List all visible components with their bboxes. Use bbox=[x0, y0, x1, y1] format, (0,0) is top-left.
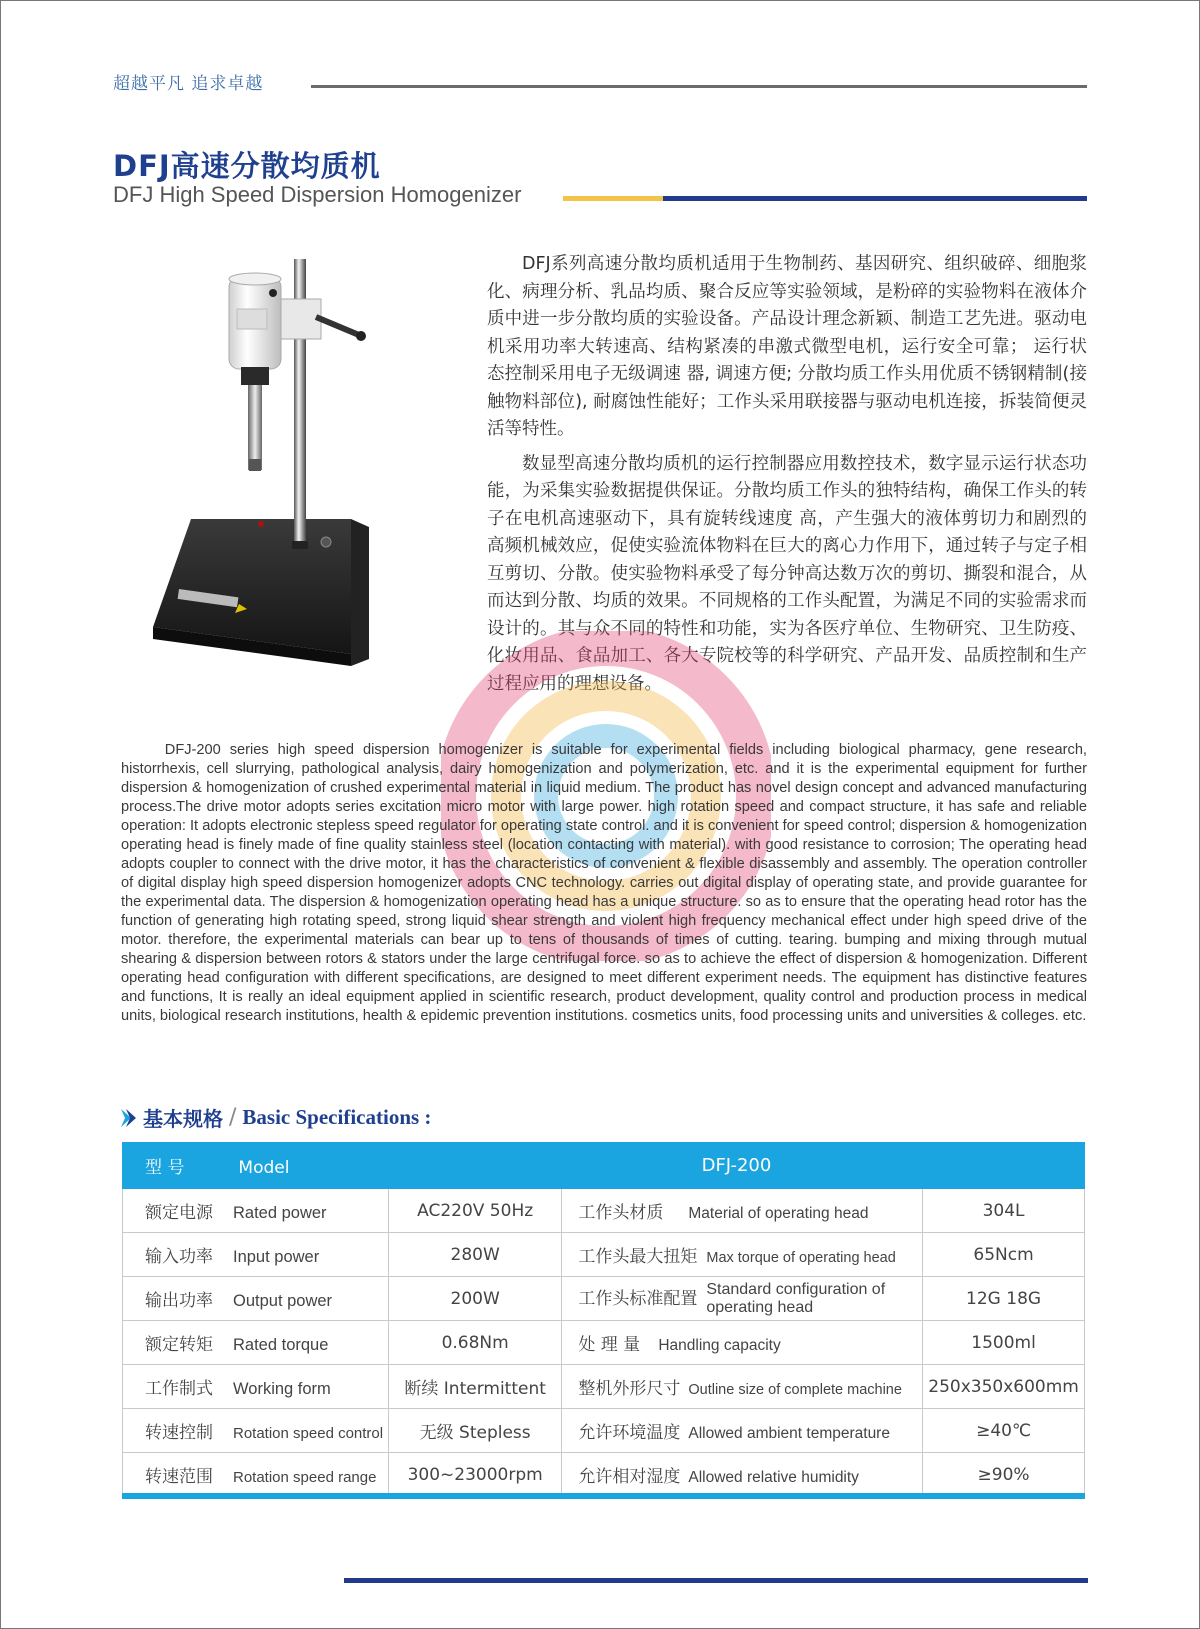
spec-label-en: Output power bbox=[233, 1292, 333, 1310]
page-title-en: DFJ High Speed Dispersion Homogenizer bbox=[113, 182, 522, 207]
heading-separator: / bbox=[229, 1105, 237, 1130]
spec-label bbox=[123, 1277, 389, 1321]
spec-label bbox=[562, 1233, 923, 1277]
spec-value: ≥40℃ bbox=[923, 1409, 1085, 1453]
spec-label bbox=[562, 1409, 923, 1453]
spec-label-cn: 额定电源 bbox=[145, 1203, 213, 1223]
spec-label bbox=[562, 1189, 923, 1233]
spec-label-cn: 转速控制 bbox=[145, 1423, 213, 1443]
spec-label bbox=[562, 1365, 923, 1409]
spec-label bbox=[123, 1453, 389, 1497]
model-label-cell bbox=[123, 1143, 389, 1189]
spec-value: ≥90% bbox=[923, 1453, 1085, 1497]
specs-heading-en: Basic Specifications : bbox=[242, 1105, 432, 1129]
model-label-en: Model bbox=[238, 1158, 290, 1178]
spec-label-en: Rotation speed control bbox=[233, 1425, 384, 1442]
spec-value: 12G 18G bbox=[923, 1277, 1085, 1321]
spec-value: 250x350x600mm bbox=[923, 1365, 1085, 1409]
spec-label-cn: 工作制式 bbox=[145, 1379, 213, 1399]
spec-label-cn: 工作头材质 bbox=[578, 1203, 664, 1223]
specs-heading-cn: 基本规格 bbox=[143, 1107, 223, 1131]
spec-label bbox=[123, 1321, 389, 1365]
specs-heading bbox=[121, 1103, 431, 1132]
spec-label-en: Outline size of complete machine bbox=[688, 1382, 902, 1398]
spec-value: 280W bbox=[388, 1233, 561, 1277]
table-row bbox=[123, 1409, 1085, 1453]
spec-label bbox=[562, 1453, 923, 1497]
specifications-table bbox=[122, 1142, 1085, 1497]
spec-label-en: Allowed ambient temperature bbox=[688, 1425, 890, 1442]
spec-label-cn: 输入功率 bbox=[145, 1247, 213, 1267]
spec-label-en: Working form bbox=[233, 1380, 331, 1398]
title-divider-yellow bbox=[563, 196, 663, 201]
slogan: 超越平凡 追求卓越 bbox=[113, 74, 264, 94]
description-en: DFJ-200 series high speed dispersion homogenizer is suitable for experimental fields including biological pharmacy, gene research, historrhexis, cell slurrying, pathological analysis, dairy homogenization and polymerization, etc. and it is the experimental equipment for further dispersion & homogenization of crushed experimental material in liquid medium. The product has novel design concept and advanced manufacturing process.The drive motor adopts series excitation micro motor with large power. high rotation speed and compact structure, it has safe and reliable operation: It adopts electronic stepless speed regulator for operating state control. and it is convenient for speed control; dispersion & homogenization operating head is finely made of fine quality stainless steel (location contacting with material). with good resistance to corrosion; The operating head adopts coupler to connect with the drive motor, it has the characteristics of convenient & flexible disassembly and assembly. The operation controller of digital display high speed dispersion homogenizer adopts CNC technology. carries out digital display of operating state, and provide guarantee for the experimental data. The dispersion & homogenization operating head has a unique structure. so as to ensure that the operating head rotor has the function of generating high rotating speed, strong liquid shear strength and violent high frequency mechanical effect under high speed drive of the motor. therefore, the experimental materials can bear up to tens of thousands of times of cutting. tearing. bumping and mixing through mutual shearing & dispersion between rotors & stators under the large centrifugal force. so as to achieve the effect of dispersion & homogenization. Different operating head configuration with different specifications, are designed to meet different experiment needs. The equipment has distinctive features and functions, It is really an ideal equipment applied in scientific research, product development, quality control and production process in medical units, biological research institutions, health & epidemic prevention institutions. cosmetics units, food processing units and universities & colleges. etc. bbox=[121, 742, 1087, 1024]
spec-label-en: Material of operating head bbox=[688, 1205, 869, 1222]
chevron-right-icon bbox=[121, 1107, 137, 1129]
table-row bbox=[123, 1277, 1085, 1321]
spec-label-en: Input power bbox=[233, 1248, 320, 1266]
spec-label-en: Rated power bbox=[233, 1204, 327, 1222]
spec-value: AC220V 50Hz bbox=[388, 1189, 561, 1233]
spec-value: 65Ncm bbox=[923, 1233, 1085, 1277]
table-row bbox=[123, 1453, 1085, 1497]
table-row bbox=[123, 1365, 1085, 1409]
spec-label-cn: 允许相对湿度 bbox=[578, 1467, 681, 1487]
table-row bbox=[123, 1233, 1085, 1277]
spec-label-cn: 工作头最大扭矩 bbox=[578, 1247, 698, 1267]
description-cn-paragraph: DFJ系列高速分散均质机适用于生物制药、基因研究、组织破碎、细胞浆化、病理分析、乳品均质、聚合反应等实验领域，是粉碎的实验物料在液体介质中进一步分散均质的实验设备。产品设计理念新颖、制造工艺先进。驱动电机采用功率大转速高、结构紧凑的串激式微型电机，运行安全可靠； 运行状态控制采用电子无级调速 器, 调速方便; 分散均质工作头用优质不锈钢精制(接触物料部位), 耐腐蚀性能好；工作头采用联接器与驱动电机连接，拆装简便灵活等特性。 bbox=[487, 254, 1087, 439]
table-bottom-bar bbox=[122, 1493, 1085, 1499]
spec-label bbox=[562, 1321, 923, 1365]
model-label-cn: 型 号 bbox=[145, 1158, 185, 1178]
spec-label bbox=[123, 1409, 389, 1453]
page-title-cn: DFJ高速分散均质机 bbox=[113, 149, 381, 183]
spec-value: 200W bbox=[388, 1277, 561, 1321]
footer-divider bbox=[344, 1578, 1088, 1583]
spec-label bbox=[123, 1365, 389, 1409]
table-row bbox=[123, 1321, 1085, 1365]
spec-label bbox=[123, 1189, 389, 1233]
spec-label-en: Rated torque bbox=[233, 1336, 329, 1354]
spec-label-cn: 工作头标准配置 bbox=[578, 1288, 698, 1309]
spec-label bbox=[562, 1277, 923, 1321]
spec-label-cn: 转速范围 bbox=[145, 1467, 213, 1487]
model-value: DFJ-200 bbox=[388, 1143, 1084, 1189]
spec-label bbox=[123, 1233, 389, 1277]
spec-label-cn: 处 理 量 bbox=[578, 1335, 641, 1355]
spec-value: 304L bbox=[923, 1189, 1085, 1233]
spec-value: 断续 Intermittent bbox=[388, 1365, 561, 1409]
spec-label-cn: 额定转矩 bbox=[145, 1335, 213, 1355]
spec-value: 300~23000rpm bbox=[388, 1453, 561, 1497]
spec-value: 无级 Stepless bbox=[388, 1409, 561, 1453]
spec-label-cn: 输出功率 bbox=[145, 1291, 213, 1311]
table-header-row bbox=[123, 1143, 1085, 1189]
spec-value: 1500ml bbox=[923, 1321, 1085, 1365]
spec-label-en: Max torque of operating head bbox=[706, 1250, 896, 1266]
spec-value: 0.68Nm bbox=[388, 1321, 561, 1365]
spec-label-en: Allowed relative humidity bbox=[688, 1469, 859, 1486]
homogenizer-product-image bbox=[151, 259, 481, 699]
description-cn-paragraph: 数显型高速分散均质机的运行控制器应用数控技术，数字显示运行状态功能，为采集实验数据提供保证。分散均质工作头的独特结构，确保工作头的转子在电机高速驱动下，具有旋转线速度 高，产生强大的液体剪切力和剧烈的高频机械效应，促使实验流体物料在巨大的离心力作用下，通过转子与定子相互剪切、分散。使实验物料承受了每分钟高达数万次的剪切、撕裂和混合，从而达到分散、均质的效果。不同规格的工作头配置，为满足不同的实验需求而设计的。其与众不同的特性和功能，实为各医疗单位、生物研究、卫生防疫、化妆用品、食品加工、各大专院校等的科学研究、产品开发、品质控制和生产过程应用的理想设备。 bbox=[487, 453, 1087, 694]
title-divider-navy bbox=[663, 196, 1087, 201]
spec-label-cn: 允许环境温度 bbox=[578, 1423, 681, 1443]
spec-label-cn: 整机外形尺寸 bbox=[578, 1379, 681, 1399]
spec-label-en: Handling capacity bbox=[658, 1337, 781, 1354]
slogan-divider bbox=[311, 85, 1087, 88]
description-cn bbox=[487, 251, 1087, 705]
table-row bbox=[123, 1189, 1085, 1233]
spec-label-en: Rotation speed range bbox=[233, 1469, 377, 1486]
spec-label-en: Standard configuration of operating head bbox=[706, 1280, 886, 1316]
